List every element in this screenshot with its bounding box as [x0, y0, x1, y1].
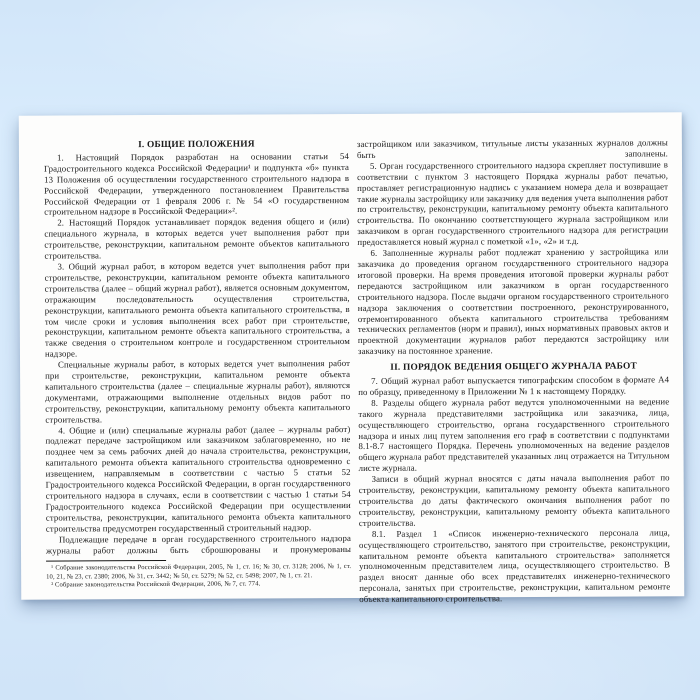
paragraph: 8.1. Раздел 1 «Список инженерно-технического персонала лица, осуществляющего строительство, занятого при строительстве, реконструкции, капитальном ремонте объекта капитального строительства» заполняется уполномоченным представителем лица, осуществляющего строительство. В раздел вносят данные обо всех представителях инженерно-технического персонала, занятых при строительстве, реконструкции, капитальном ремонте объекта капитального строительства. — [358, 527, 671, 605]
left-column — [44, 139, 351, 607]
footnote-separator — [46, 560, 166, 562]
paragraph: застройщиком или заказчиком, титульные листы указанных журналов должны быть заполнены. — [356, 137, 668, 160]
section-heading-1: I. ОБЩИЕ ПОЛОЖЕНИЯ — [138, 139, 255, 151]
paragraph: 4. Общие и (или) специальные журналы работ (далее – журналы работ) подлежат передаче застройщиком или заказчиком заблаговременно, но не позднее чем за семь рабочих дней до начала строительства, реконструкции, капитального ремонта объекта капитального строительства одновременно с извещением, направляемым в соответствии с частью 5 статьи 52 Градостроительного кодекса Российской Федерации, в орган государственного строительного надзора в случаях, если в соответствии с частью 1 статьи 54 Градостроительного кодекса Российской Федерации при осуществлении строительства, реконструкции, капитального ремонта объекта капитального строительства предусмотрен государственный строительный надзор. — [45, 423, 351, 534]
paragraph: 1. Настоящий Порядок разработан на основании статьи 54 Градостроительного кодекса Российской Федерации¹ и подпункта «б» пункта 13 Положения об осуществлении государственного строительного надзора в Российской Федерации, утвержденного постановлением Правительства Российской Федерации от 1 февраля 2006 г. № 54 «О государственном строительном надзоре в Российской Федерации»². — [43, 150, 350, 218]
paragraph: 3. Общий журнал работ, в котором ведется учет выполнения работ при строительстве, реконструкции, капитальном ремонте объекта капитального строительства (далее – общий журнал работ), является основным документом, отражающим последовательность осуществления строительства, реконструкции, капитального ремонта объекта капитального строительства, в том числе сроки и условия выполнения всех работ при строительстве, реконструкции, капитальном ремонте объекта капитального строительства, а также сведения о строительном контроле и государственном строительном надзоре. — [44, 259, 350, 359]
paragraph: 8. Разделы общего журнала работ ведутся уполномоченными на ведение такого журнала представителями застройщика или заказчика, лица, осуществляющего строительство, органа государственного строительного надзора и иных лиц путем заполнения его граф в соответствии с подпунктами 8.1-8.7 настоящего Порядка. Перечень уполномоченных на ведение разделов общего журнала работ представителей указанных лиц отражается на Титульном листе журнала. — [358, 396, 670, 474]
two-column-layout — [44, 137, 670, 606]
document-page — [19, 112, 685, 605]
paragraph: 7. Общий журнал работ выпускается типографским способом в формате А4 по образцу, приведенному в Приложении № 1 к настоящему Порядку. — [358, 374, 670, 397]
paragraph: 2. Настоящий Порядок устанавливает порядок ведения общего и (или) специального журнала, в которых ведется учет выполнения работ при строительстве, реконструкции, капитальном ремонте объектов капитального строительства. — [44, 216, 350, 261]
right-column — [357, 137, 670, 605]
footnote-2: ² Собрание законодательства Российской Федерации, 2006, № 7, ст. 774. — [51, 580, 261, 589]
section-heading-2: II. ПОРЯДОК ВЕДЕНИЯ ОБЩЕГО ЖУРНАЛА РАБОТ — [390, 361, 637, 373]
footnote-1: ¹ Собрание законодательства Российской Федерации, 2005, № 1, ст. 16; № 30, ст. 3128; 2006, № 1, ст. 10, 21, № 23, ст. 2380; 2006, № 31, ст. 3442; № 50, ст. 5279; № 52, ст. 5498; 2007, № 1, ст. 21. — [46, 563, 352, 581]
paragraph: 5. Орган государственного строительного надзора скрепляет поступившие в соответствии с пунктом 3 настоящего Порядка журналы работ печатью, проставляет регистрационную надпись с указанием номера дела и возвращает такие журналы застройщику или заказчику для ведения учета выполнения работ по строительству, реконструкции, капитальному ремонту объекта капитального строительства. По окончанию соответствующего журнала застройщиком или заказчиком в орган государственного строительного надзора для регистрации предоставляется новый журнал с пометкой «1», «2» и т.д. — [357, 159, 669, 248]
paragraph: Подлежащие передаче в орган государственного строительного надзора журналы работ должны быть сброшюрованы и пронумерованы — [45, 532, 352, 556]
paragraph: 6. Заполненные журналы работ подлежат хранению у застройщика или заказчика до проведения органом государственного строительного надзора итоговой проверки. На время проведения итоговой проверки журналы работ передаются застройщиком или заказчиком в орган государственного строительного надзора. После выдачи органом государственного строительного надзора заключения о соответствии построенного, реконструированного, отремонтированного объекта капитального строительства требованиям технических регламентов (норм и правил), иных нормативных правовых актов и проектной документации журналов работ передаются застройщику или заказчику на постоянное хранение. — [357, 246, 669, 357]
paragraph: Специальные журналы работ, в которых ведется учет выполнения работ при строительстве, реконструкции, капитальном ремонте объекта капитального строительства (далее – специальные журналы работ), являются документами, отражающими выполнение отдельных видов работ по строительству, реконструкции, капитальному ремонту объекта капитального строительства. — [45, 358, 351, 425]
paragraph: Записи в общий журнал вносятся с даты начала выполнения работ по строительству, реконструкции, капитальному ремонту объекта капитального строительства до даты фактического окончания выполнения работ по строительству, реконструкции, капитальному ремонту объекта капитального строительства. — [358, 472, 670, 528]
footnotes — [46, 563, 351, 590]
